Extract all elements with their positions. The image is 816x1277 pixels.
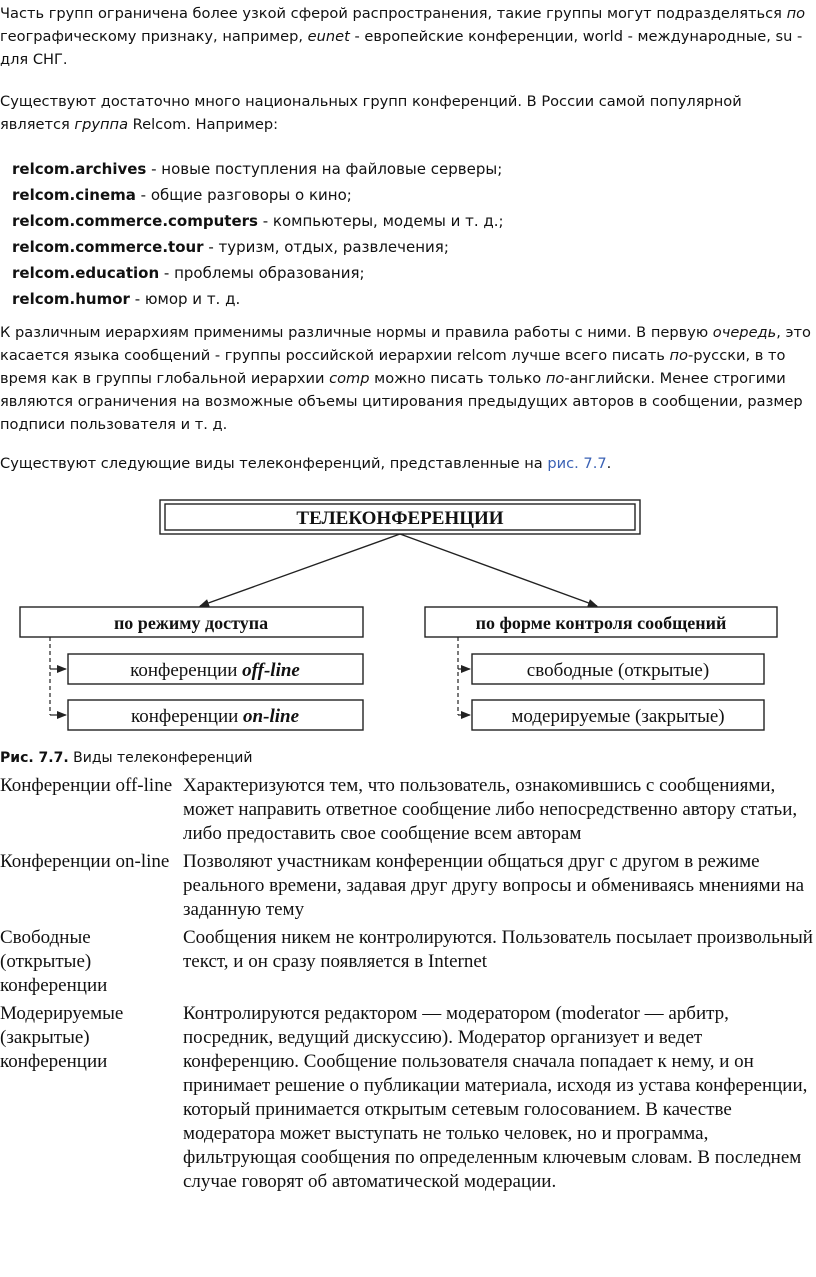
caption-text: Виды телеконференций bbox=[68, 750, 253, 766]
term-cell: Конференции off-line bbox=[0, 775, 173, 796]
group-description: - юмор и т. д. bbox=[129, 290, 241, 308]
left-branch-label: по режиму доступа bbox=[113, 613, 269, 633]
group-name: relcom.cinema bbox=[12, 186, 136, 204]
group-name: relcom.commerce.computers bbox=[12, 212, 258, 230]
online-label: конференции on-line bbox=[131, 706, 299, 727]
text: Relcom. Например: bbox=[128, 116, 278, 133]
text: -русски, в то время как в группы глобальной иерархии bbox=[0, 347, 786, 387]
table-row bbox=[0, 774, 816, 850]
figure-link[interactable]: рис. 7.7 bbox=[547, 455, 607, 472]
description-cell: Позволяют участникам конференции общаться друг с другом в режиме реального времени, задавая друг другу вопросы и обмениваясь мнениями на заданную тему bbox=[183, 851, 805, 920]
group-name: relcom.humor bbox=[12, 290, 130, 308]
term-cell: Свободные (открытые) конференции bbox=[0, 927, 108, 996]
text: . bbox=[606, 455, 612, 472]
emphasis: очередь bbox=[712, 324, 777, 341]
table-row bbox=[0, 926, 816, 1002]
root-label: ТЕЛЕКОНФЕРЕНЦИИ bbox=[296, 508, 504, 529]
teleconference-diagram bbox=[0, 495, 816, 740]
group-name: relcom.education bbox=[12, 264, 160, 282]
text: -английски. Менее строгими являются ограничения на возможные объемы цитирования предыдущих авторов в сообщении, размер подписи пользователя и т. д. bbox=[0, 370, 803, 433]
moderated-label: модерируемые (закрытые) bbox=[511, 706, 725, 727]
text: , это касается языка сообщений - группы российской иерархии relcom лучше всего писать bbox=[0, 324, 811, 364]
group-description: - компьютеры, модемы и т. д.; bbox=[257, 212, 504, 230]
text: географическому признаку, например, bbox=[0, 28, 308, 45]
text: К различным иерархиям применимы различные нормы и правила работы с ними. В первую bbox=[0, 324, 713, 341]
figure-caption bbox=[0, 750, 253, 766]
group-description: - общие разговоры о кино; bbox=[135, 186, 352, 204]
offline-label: конференции off-line bbox=[130, 660, 300, 681]
intro-paragraph-1 bbox=[0, 2, 816, 71]
group-description: - новые поступления на файловые серверы; bbox=[146, 160, 503, 178]
term-cell: Конференции on-line bbox=[0, 851, 170, 872]
list-item bbox=[12, 156, 504, 182]
caption-label: Рис. 7.7. bbox=[0, 750, 69, 766]
list-item bbox=[12, 260, 504, 286]
arrow-to-left-branch bbox=[200, 534, 400, 606]
text: Часть групп ограничена более узкой сферой распространения, такие группы могут подразделяться bbox=[0, 5, 787, 22]
free-label: свободные (открытые) bbox=[526, 660, 710, 681]
group-name: relcom.commerce.tour bbox=[12, 238, 204, 256]
right-branch-label: по форме контроля сообщений bbox=[475, 613, 727, 633]
text: - европейские конференции, world - международные, su - для СНГ. bbox=[0, 28, 803, 68]
table-row bbox=[0, 1002, 816, 1198]
list-item bbox=[12, 286, 504, 312]
description-cell: Характеризуются тем, что пользователь, ознакомившись с сообщениями, может направить ответное сообщение либо непосредственно автору статьи, либо предоставить свое сообщение всем авторам bbox=[183, 775, 798, 844]
emphasis: по bbox=[669, 347, 688, 364]
group-description: - туризм, отдых, развлечения; bbox=[203, 238, 449, 256]
types-intro bbox=[0, 452, 816, 475]
rules-paragraph bbox=[0, 321, 816, 436]
description-cell: Сообщения никем не контролируются. Пользователь посылает произвольный текст, и он сразу появляется в Internet bbox=[183, 927, 813, 972]
emphasis: comp bbox=[329, 370, 370, 387]
text: можно писать только bbox=[369, 370, 546, 387]
list-item bbox=[12, 234, 504, 260]
emphasis: по bbox=[786, 5, 806, 22]
relcom-group-list bbox=[12, 156, 504, 312]
text: Существуют достаточно много национальных групп конференций. В России самой популярной является bbox=[0, 93, 742, 133]
group-description: - проблемы образования; bbox=[159, 264, 365, 282]
definitions-table bbox=[0, 774, 816, 1198]
arrow-to-right-branch bbox=[400, 534, 597, 606]
group-name: relcom.archives bbox=[12, 160, 147, 178]
term-cell: Модерируемые (закрытые) конференции bbox=[0, 1003, 124, 1072]
emphasis: группа bbox=[74, 116, 129, 133]
intro-paragraph-2 bbox=[0, 90, 816, 136]
emphasis: по bbox=[545, 370, 565, 387]
table-row bbox=[0, 850, 816, 926]
description-cell: Контролируются редактором — модератором (moderator — арбитр, посредник, ведущий дискуссию). Модератор организует и ведет конференцию. Сообщение пользователя сначала попадает к нему, и он принимает решение о публикации материала, исходя из устава конференции, который принимается открытым сетевым голосованием. В качестве модератора может выступать не только человек, но и программа, фильтрующая сообщения по определенным ключевым словам. В последнем случае говорят об автоматической модерации. bbox=[183, 1003, 808, 1192]
list-item bbox=[12, 182, 504, 208]
text: Существуют следующие виды телеконференций, представленные на bbox=[0, 455, 548, 472]
list-item bbox=[12, 208, 504, 234]
emphasis: eunet bbox=[307, 28, 350, 45]
